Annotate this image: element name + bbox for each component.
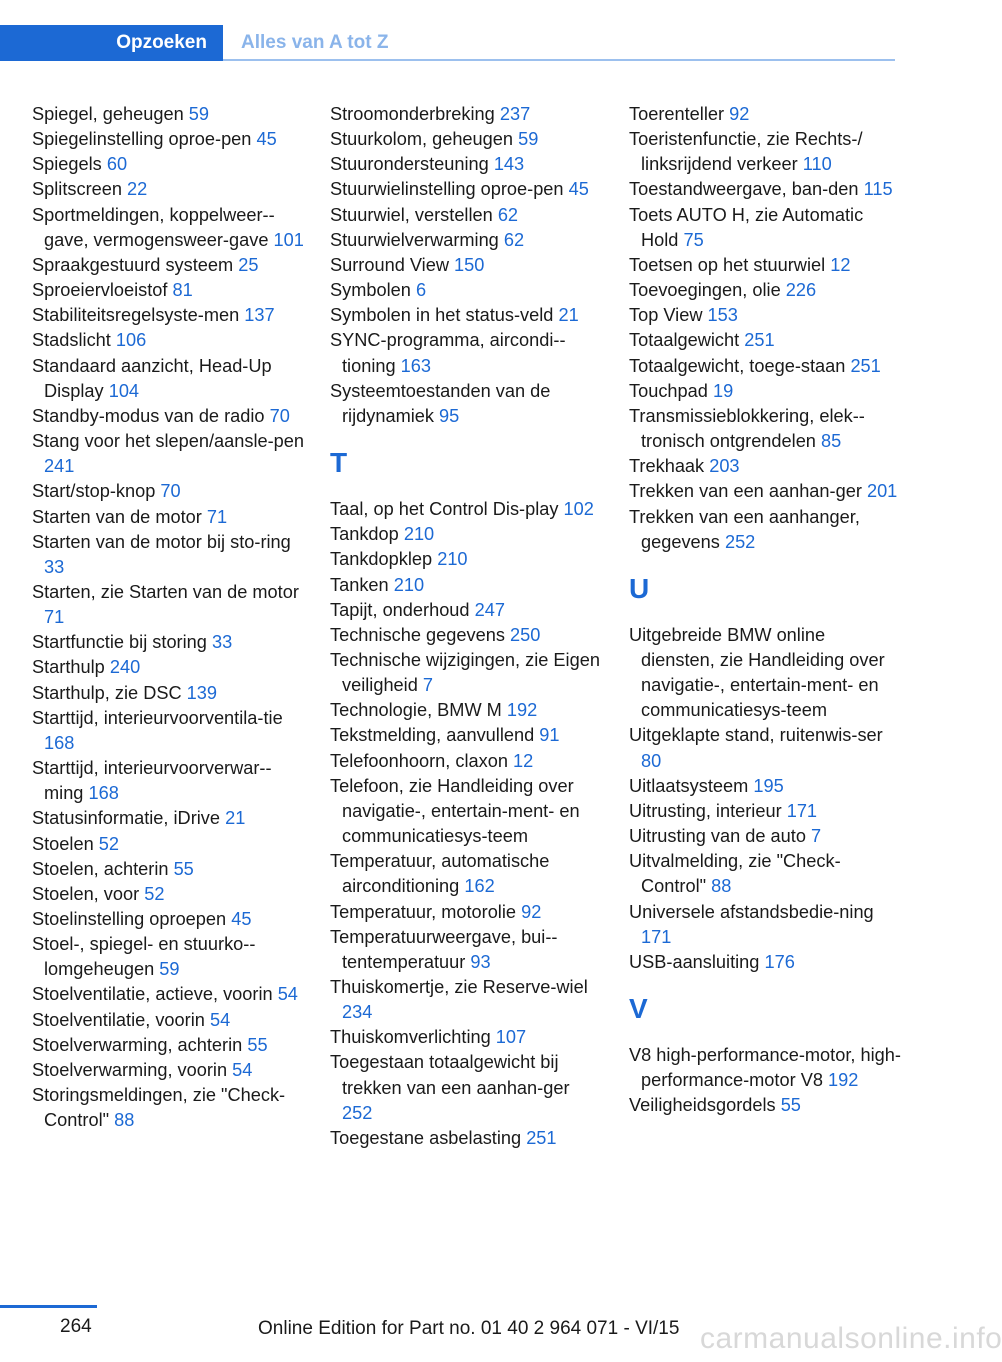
index-entry-term: Tankdopklep: [330, 549, 433, 570]
index-entry: [32, 630, 304, 655]
index-page-link[interactable]: 104: [108, 380, 140, 401]
index-entry: [629, 303, 901, 328]
index-entry-term: Universele afstandsbedie-ning: [629, 901, 874, 922]
index-entry-term: V8 high-performance-motor, high-performance-motor V8: [629, 1045, 901, 1091]
index-entry: [32, 655, 304, 680]
index-page-link[interactable]: 60: [106, 154, 128, 175]
index-page-link[interactable]: 234: [342, 1002, 373, 1023]
index-page-link[interactable]: 88: [114, 1110, 135, 1131]
index-page-link[interactable]: 251: [526, 1127, 557, 1148]
index-entry-term: Stoelventilatie, voorin: [32, 1009, 205, 1030]
index-entry-term: Technische wijzigingen, zie Eigen veiligheid: [330, 649, 600, 696]
index-entry-term: Stoelinstelling oproepen: [32, 909, 227, 929]
index-entry-term: Statusinformatie, iDrive: [32, 808, 221, 829]
index-entry: [32, 102, 304, 127]
index-entry: [629, 623, 901, 724]
index-page-link[interactable]: 59: [518, 129, 539, 150]
index-entry-term: Symbolen: [330, 280, 411, 301]
index-page-link[interactable]: 7: [422, 675, 434, 696]
index-column-2: [330, 102, 602, 1151]
index-entry: [629, 799, 901, 824]
index-page-link[interactable]: 6: [415, 280, 427, 301]
index-entry-term: Standby-modus van de radio: [32, 405, 265, 426]
index-entry-term: Totaalgewicht: [629, 330, 740, 351]
index-entry-term: Sportmeldingen, koppelweer-gave, vermogensweer-gave: [32, 204, 275, 250]
index-page-link[interactable]: 237: [499, 104, 531, 124]
index-entry: [330, 648, 602, 698]
index-page-link[interactable]: 247: [474, 599, 505, 620]
index-page-link[interactable]: 250: [509, 624, 541, 645]
index-entry-term: Uitlaatsysteem: [629, 775, 749, 796]
index-entry: [32, 505, 304, 530]
index-entry: [629, 1093, 901, 1118]
index-entry: [629, 824, 901, 849]
index-entry-term: Spiegels: [32, 154, 102, 175]
index-entry-term: Thuiskomverlichting: [330, 1027, 491, 1048]
index-entry-term: Trekhaak: [629, 456, 705, 477]
index-page-link[interactable]: 62: [503, 229, 525, 250]
index-entry-term: Stuurwielverwarming: [330, 229, 499, 250]
index-page-link[interactable]: 91: [539, 725, 560, 746]
index-entry: [330, 623, 602, 648]
index-page-link[interactable]: 106: [115, 330, 147, 351]
index-page-link[interactable]: 85: [820, 431, 842, 452]
index-page-link[interactable]: 12: [830, 254, 851, 275]
index-entry-term: Spiegelinstelling oproe-pen: [32, 129, 252, 150]
index-entry-term: Uitrusting van de auto: [629, 826, 806, 847]
index-entry: [32, 328, 304, 353]
index-page-link[interactable]: 59: [188, 104, 209, 124]
index-entry-term: Stoelventilatie, actieve, voorin: [32, 984, 273, 1005]
index-page-link[interactable]: 75: [683, 229, 704, 250]
index-entry: [32, 806, 304, 831]
tab-opzoeken[interactable]: Opzoeken: [0, 25, 223, 61]
index-page-link[interactable]: 102: [563, 499, 594, 520]
index-entry-term: SYNC-programma, aircondi-tioning: [330, 330, 566, 376]
index-entry-term: Toestandweergave, ban-den: [629, 179, 859, 200]
index-entry-term: Stang voor het slepen/aansle-pen: [32, 431, 304, 452]
index-entry: [32, 253, 304, 278]
index-entry-term: Standaard aanzicht, Head-Up Display: [32, 355, 272, 401]
index-page-link[interactable]: 92: [521, 901, 542, 922]
index-page-link[interactable]: 168: [44, 732, 75, 753]
index-entry: [32, 177, 304, 202]
index-entry-term: Top View: [629, 305, 703, 326]
index-page-link[interactable]: 70: [160, 481, 181, 502]
index-entry: [629, 900, 901, 950]
index-entry-term: Starthulp, zie DSC: [32, 682, 182, 703]
index-entry-term: Telefoonhoorn, claxon: [330, 750, 508, 771]
index-entry-term: Stoelverwarming, voorin: [32, 1059, 228, 1080]
index-page-link[interactable]: 93: [470, 951, 491, 972]
index-page-link[interactable]: 81: [172, 280, 193, 301]
index-entry: [330, 975, 602, 1025]
index-page-link[interactable]: 70: [269, 405, 290, 426]
index-entry: [629, 404, 901, 454]
index-entry-term: Starttijd, interieurvoorverwar-ming: [32, 758, 272, 804]
index-entry: [330, 102, 602, 127]
index-entry-term: Stuurkolom, geheugen: [330, 129, 514, 150]
index-page-link[interactable]: 252: [342, 1102, 373, 1123]
index-entry: [330, 152, 602, 177]
index-page-link[interactable]: 192: [828, 1070, 859, 1091]
index-entry-term: Thuiskomertje, zie Reserve-wiel: [330, 977, 588, 997]
index-entry-term: Startfunctie bij storing: [32, 632, 207, 653]
index-page-link[interactable]: 7: [811, 826, 822, 847]
index-entry-term: Tanken: [330, 574, 389, 595]
index-entry: [330, 328, 602, 378]
index-column-3: [629, 102, 901, 1118]
index-entry: [330, 1025, 602, 1050]
index-entry: [32, 203, 304, 253]
index-entry: [330, 547, 602, 572]
index-entry: [629, 1043, 901, 1093]
index-entry: [629, 505, 901, 555]
index-entry: [330, 127, 602, 152]
index-entry: [32, 857, 304, 882]
index-entry: [32, 530, 304, 580]
index-entry: [330, 253, 602, 278]
index-entry-term: Toegestaan totaalgewicht bij trekken van een aanhan-ger: [330, 1052, 570, 1098]
section-letter: U: [629, 572, 650, 604]
index-page-link[interactable]: 45: [231, 909, 252, 929]
index-entry: [629, 253, 901, 278]
index-entry: [330, 698, 602, 723]
index-entry-term: Stoelen, voor: [32, 883, 140, 904]
index-page-link[interactable]: 52: [144, 883, 165, 904]
index-entry-term: Telefoon, zie Handleiding over navigatie-, entertain-ment- en communicatiesys-teem: [330, 775, 580, 847]
index-entry: [330, 1126, 602, 1151]
index-page-link[interactable]: 226: [785, 280, 817, 301]
index-page-link[interactable]: 55: [173, 858, 194, 879]
index-entry: [629, 278, 901, 303]
index-entry: [32, 404, 304, 429]
index-entry-term: Uitgeklapte stand, ruitenwis-ser: [629, 725, 883, 746]
index-page-link[interactable]: 192: [506, 700, 538, 721]
index-entry: [629, 723, 901, 773]
index-entry: [330, 228, 602, 253]
index-entry-term: Systeemtoestanden van de rijdynamiek: [330, 380, 551, 426]
index-page-link[interactable]: 33: [211, 632, 233, 653]
index-entry: [32, 1033, 304, 1058]
index-page-link[interactable]: 62: [497, 204, 519, 225]
index-entry-term: Uitrusting, interieur: [629, 800, 782, 821]
index-page-link[interactable]: 52: [98, 833, 119, 854]
index-entry-term: Trekken van een aanhanger, gegevens: [629, 506, 860, 552]
index-entry: [32, 303, 304, 328]
index-page-link[interactable]: 54: [232, 1059, 253, 1080]
index-entry: [32, 580, 304, 630]
index-entry: [330, 522, 602, 547]
index-entry: [330, 497, 602, 522]
index-page-link[interactable]: 168: [88, 783, 119, 804]
index-page-link[interactable]: 25: [238, 254, 259, 275]
index-page-link[interactable]: 19: [712, 380, 734, 401]
index-entry: [629, 102, 901, 127]
index-entry: [330, 203, 602, 228]
index-page-link[interactable]: 80: [641, 750, 662, 771]
index-entry-term: Technologie, BMW M: [330, 700, 502, 721]
index-entry-term: Splitscreen: [32, 179, 122, 200]
index-entry: [629, 454, 901, 479]
index-page-link[interactable]: 59: [159, 959, 180, 980]
index-entry-term: Temperatuur, automatische airconditioning: [330, 851, 550, 897]
index-entry-term: Toetsen op het stuurwiel: [629, 254, 826, 275]
index-entry: [32, 882, 304, 907]
index-page-link[interactable]: 95: [439, 405, 460, 426]
index-page-link[interactable]: 201: [866, 481, 898, 502]
index-entry-term: Tankdop: [330, 524, 399, 545]
index-page-link[interactable]: 88: [711, 876, 732, 897]
index-page-link[interactable]: 137: [244, 305, 275, 326]
index-entry-term: Stuurondersteuning: [330, 154, 489, 175]
index-entry-term: Starten van de motor: [32, 506, 202, 527]
index-entry-term: Uitvalmelding, zie "Check-Control": [629, 851, 841, 897]
index-entry: [32, 152, 304, 177]
index-entry: [330, 379, 602, 429]
index-page-link[interactable]: 101: [273, 229, 304, 250]
index-page-link[interactable]: 54: [209, 1009, 231, 1030]
index-entry: [32, 982, 304, 1007]
index-entry: [32, 1083, 304, 1133]
index-entry: [330, 749, 602, 774]
index-entry: [330, 303, 602, 328]
index-entry-term: Temperatuurweergave, bui-tentemperatuur: [330, 926, 558, 972]
index-entry-term: Uitgebreide BMW online diensten, zie Handleiding over navigatie-, entertain-ment- en communicatiesys-teem: [629, 624, 885, 721]
index-entry-term: Spiegel, geheugen: [32, 104, 184, 124]
index-entry-term: Tekstmelding, aanvullend: [330, 725, 535, 746]
index-page-link[interactable]: 150: [454, 254, 485, 275]
index-page-link[interactable]: 71: [206, 506, 228, 527]
index-entry: [330, 1050, 602, 1125]
tab-alles-van-a-tot-z[interactable]: Alles van A tot Z: [241, 32, 389, 53]
index-page-link[interactable]: 92: [729, 104, 750, 124]
index-page-link[interactable]: 162: [464, 876, 495, 897]
index-entry: [330, 598, 602, 623]
index-entry-term: Veiligheidsgordels: [629, 1095, 776, 1116]
index-page-link[interactable]: 171: [641, 926, 672, 947]
index-page-link[interactable]: 210: [437, 549, 468, 570]
index-entry: [32, 429, 304, 479]
index-page-link[interactable]: 55: [780, 1095, 801, 1116]
index-page-link[interactable]: 12: [513, 750, 534, 771]
index-page-link[interactable]: 210: [393, 574, 425, 595]
index-entry-term: Starttijd, interieurvoorventila-tie: [32, 707, 283, 728]
index-entry: [629, 328, 901, 353]
index-page-link[interactable]: 54: [277, 984, 298, 1005]
index-page-link[interactable]: 203: [709, 456, 740, 477]
index-entry-term: Starten van de motor bij sto-ring: [32, 531, 291, 552]
index-entry: [629, 774, 901, 799]
index-page-link[interactable]: 153: [707, 305, 738, 326]
index-entry-term: USB-aansluiting: [629, 951, 760, 972]
index-entry: [32, 932, 304, 982]
index-entry-term: Starthulp: [32, 657, 105, 678]
index-page-link[interactable]: 33: [44, 556, 65, 577]
index-entry-term: Sproeiervloeistof: [32, 280, 168, 301]
index-entry-term: Stuurwiel, verstellen: [330, 204, 493, 225]
index-page-link[interactable]: 176: [764, 951, 795, 972]
top-navigation-bar: [0, 25, 895, 61]
index-page-link[interactable]: 143: [493, 154, 525, 175]
index-entry: [330, 900, 602, 925]
index-page-link[interactable]: 22: [127, 179, 148, 200]
index-entry-term: Stroomonderbreking: [330, 104, 495, 124]
footer-accent-line: [0, 1305, 97, 1308]
index-page-link[interactable]: 251: [850, 355, 881, 376]
index-entry-term: Tapijt, onderhoud: [330, 599, 470, 620]
index-entry-term: Surround View: [330, 254, 449, 275]
index-page-link[interactable]: 252: [724, 531, 756, 552]
index-entry: [330, 925, 602, 975]
index-entry: [32, 681, 304, 706]
index-entry-term: Stuurwielinstelling oproe-pen: [330, 179, 564, 200]
index-entry: [330, 573, 602, 598]
index-entry-term: Storingsmeldingen, zie "Check-Control": [32, 1085, 286, 1131]
index-entry: [629, 379, 901, 404]
index-entry: [629, 354, 901, 379]
index-entry-term: Toerenteller: [629, 104, 725, 124]
index-entry-term: Stoel-, spiegel- en stuurko-lomgeheugen: [32, 934, 256, 980]
index-entry-term: Start/stop-knop: [32, 481, 156, 502]
index-entry: [629, 177, 901, 202]
index-entry: [32, 706, 304, 756]
index-entry: [32, 1008, 304, 1033]
index-column-1: [32, 102, 304, 1133]
index-entry: [629, 127, 901, 177]
index-page-link[interactable]: 55: [247, 1034, 268, 1055]
index-entry-term: Stadslicht: [32, 330, 111, 351]
index-entry: [629, 203, 901, 253]
index-entry: [629, 849, 901, 899]
index-entry-term: Stoelen, achterin: [32, 858, 169, 879]
index-page-link[interactable]: 241: [44, 456, 75, 477]
index-entry: [32, 832, 304, 857]
index-entry-term: Starten, zie Starten van de motor: [32, 581, 299, 602]
index-entry-term: Toets AUTO H, zie Automatic Hold: [629, 204, 864, 250]
index-entry-term: Trekken van een aanhan-ger: [629, 481, 862, 502]
edition-info: Online Edition for Part no. 01 40 2 964 071 - VI/15: [258, 1318, 680, 1339]
index-entry-term: Transmissieblokkering, elek-tronisch ontgrendelen: [629, 405, 865, 452]
page-number: 264: [60, 1316, 92, 1337]
index-entry-term: Stoelen: [32, 833, 94, 854]
index-entry: [32, 127, 304, 152]
index-entry: [32, 1058, 304, 1083]
index-page-link[interactable]: 45: [256, 129, 277, 150]
index-entry-term: Temperatuur, motorolie: [330, 901, 517, 922]
index-page-link[interactable]: 210: [403, 524, 435, 545]
index-entry-term: Symbolen in het status-veld: [330, 305, 554, 326]
watermark: carmanualsonline.info: [700, 1322, 1002, 1355]
index-entry-term: Totaalgewicht, toege-staan: [629, 355, 846, 376]
index-entry-term: Toeristenfunctie, zie Rechts-/​linksrijdend verkeer: [629, 129, 863, 175]
index-entry-term: Touchpad: [629, 380, 708, 401]
index-entry: [32, 907, 304, 932]
index-page-link[interactable]: 240: [109, 657, 141, 678]
index-entry-term: Toevoegingen, olie: [629, 280, 781, 301]
index-page-link[interactable]: 195: [753, 775, 784, 796]
index-entry: [330, 177, 602, 202]
index-entry-term: Technische gegevens: [330, 624, 505, 645]
index-entry: [629, 479, 901, 504]
index-entry-term: Taal, op het Control Dis-play: [330, 499, 559, 520]
index-page-link[interactable]: 163: [400, 355, 432, 376]
index-entry: [330, 278, 602, 303]
index-page-link[interactable]: 139: [186, 682, 218, 703]
index-page-link[interactable]: 45: [568, 179, 589, 200]
index-page-link[interactable]: 251: [744, 330, 775, 351]
index-entry-term: Toegestane asbelasting: [330, 1127, 522, 1148]
index-page-link[interactable]: 107: [495, 1027, 527, 1048]
index-entry: [330, 849, 602, 899]
section-letter: V: [629, 993, 648, 1024]
index-entry: [629, 950, 901, 975]
index-page-link[interactable]: 110: [802, 154, 832, 175]
index-page-link[interactable]: 21: [225, 808, 246, 829]
index-page-link[interactable]: 21: [558, 305, 579, 326]
index-entry: [32, 479, 304, 504]
index-entry: [330, 774, 602, 849]
index-entry-term: Stoelverwarming, achterin: [32, 1034, 243, 1055]
index-entry: [32, 278, 304, 303]
index-entry: [32, 756, 304, 806]
section-letter: T: [330, 447, 348, 479]
index-page-link[interactable]: 171: [786, 800, 818, 821]
index-entry: [330, 723, 602, 748]
index-page-link[interactable]: 71: [44, 607, 65, 628]
index-page-link[interactable]: 115: [863, 179, 893, 200]
index-entry-term: Stabiliteitsregelsyste-men: [32, 305, 240, 326]
header-divider: [223, 59, 895, 61]
index-entry: [32, 354, 304, 404]
index-entry-term: Spraakgestuurd systeem: [32, 254, 234, 275]
